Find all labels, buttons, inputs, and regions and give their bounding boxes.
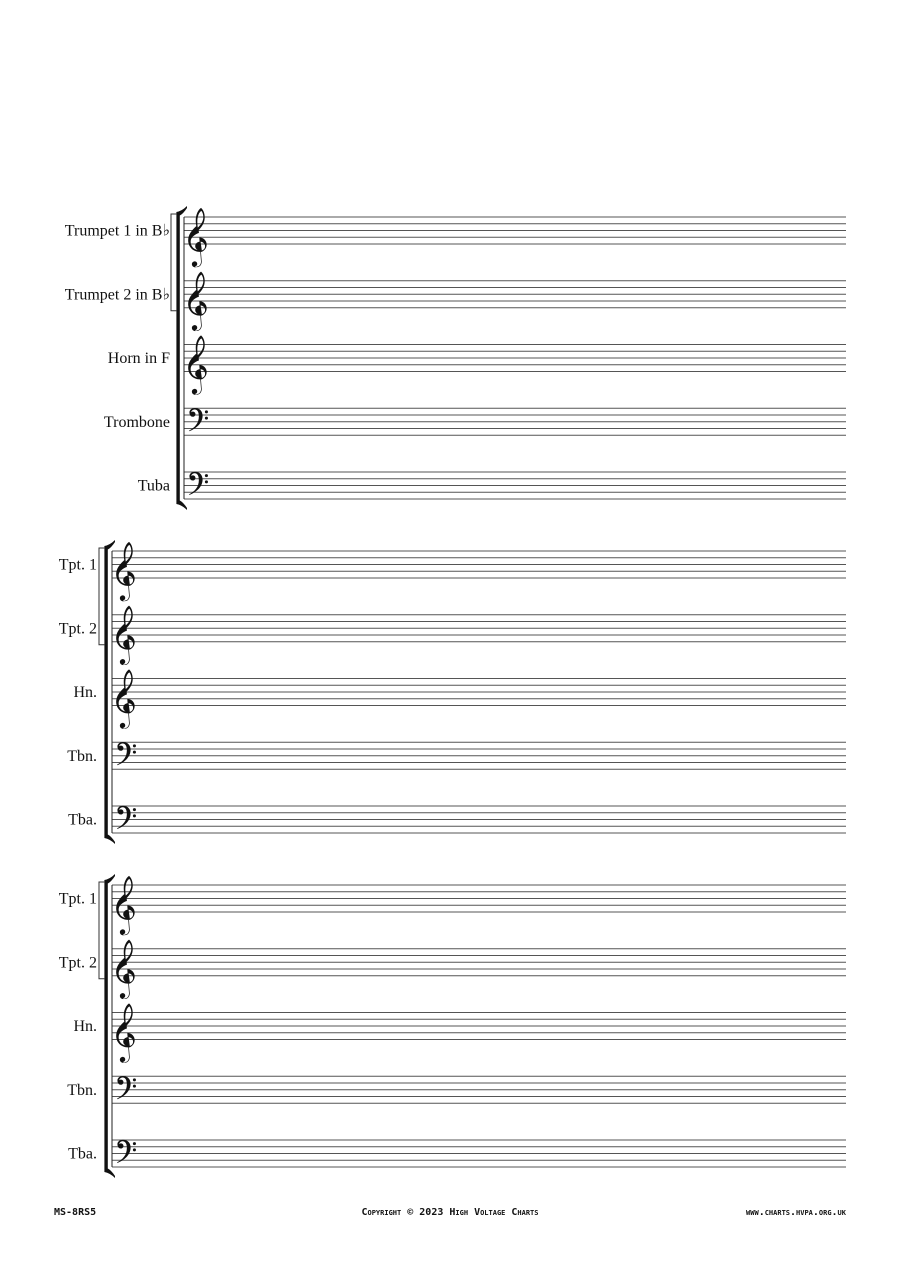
instrument-label: Tbn. bbox=[67, 1081, 97, 1099]
bass-clef-icon bbox=[117, 806, 136, 829]
instrument-label: Tpt. 2 bbox=[58, 620, 97, 638]
instrument-label: Tbn. bbox=[67, 747, 97, 765]
instrument-label: Tba. bbox=[68, 1145, 97, 1163]
staff bbox=[112, 1140, 846, 1167]
trumpet-group-bracket bbox=[99, 882, 105, 979]
trumpet-group-bracket bbox=[171, 214, 177, 311]
instrument-label: Tba. bbox=[68, 811, 97, 829]
bass-clef-icon bbox=[189, 472, 208, 495]
bass-clef-icon bbox=[117, 1076, 136, 1099]
footer-catalog-number: MS-8RS5 bbox=[54, 1207, 97, 1218]
instrument-label: Horn in F bbox=[107, 350, 170, 367]
staves bbox=[99, 206, 846, 1178]
staff bbox=[112, 742, 846, 769]
staff bbox=[112, 542, 846, 601]
staff bbox=[112, 806, 846, 833]
staff bbox=[112, 876, 846, 935]
staff bbox=[184, 335, 846, 394]
staff bbox=[112, 606, 846, 665]
staff bbox=[112, 1076, 846, 1103]
instrument-label: Hn. bbox=[73, 1018, 97, 1035]
footer-copyright: Copyright © 2023 High Voltage Charts bbox=[361, 1207, 539, 1218]
system-2 bbox=[99, 540, 846, 844]
staff bbox=[184, 208, 846, 267]
trumpet-group-bracket bbox=[99, 548, 105, 645]
instrument-label: Trombone bbox=[103, 413, 170, 431]
staff bbox=[112, 1003, 846, 1062]
instrument-label: Trumpet 1 in B♭ bbox=[64, 222, 170, 240]
staff bbox=[112, 669, 846, 728]
instrument-label: Trumpet 2 in B♭ bbox=[64, 286, 170, 304]
bass-clef-icon bbox=[189, 408, 208, 431]
staff bbox=[184, 472, 846, 499]
system-3 bbox=[99, 874, 846, 1178]
bass-clef-icon bbox=[117, 742, 136, 765]
instrument-label: Tpt. 1 bbox=[58, 890, 97, 908]
system-1 bbox=[171, 206, 846, 510]
staff bbox=[112, 940, 846, 999]
staff bbox=[184, 272, 846, 331]
instrument-label: Tpt. 1 bbox=[58, 556, 97, 574]
instrument-label: Tuba bbox=[137, 477, 170, 495]
footer-website: www.charts.hvpa.org.uk bbox=[746, 1207, 846, 1218]
bass-clef-icon bbox=[117, 1140, 136, 1163]
instrument-label: Hn. bbox=[73, 684, 97, 701]
instrument-label: Tpt. 2 bbox=[58, 954, 97, 972]
staff bbox=[184, 408, 846, 435]
